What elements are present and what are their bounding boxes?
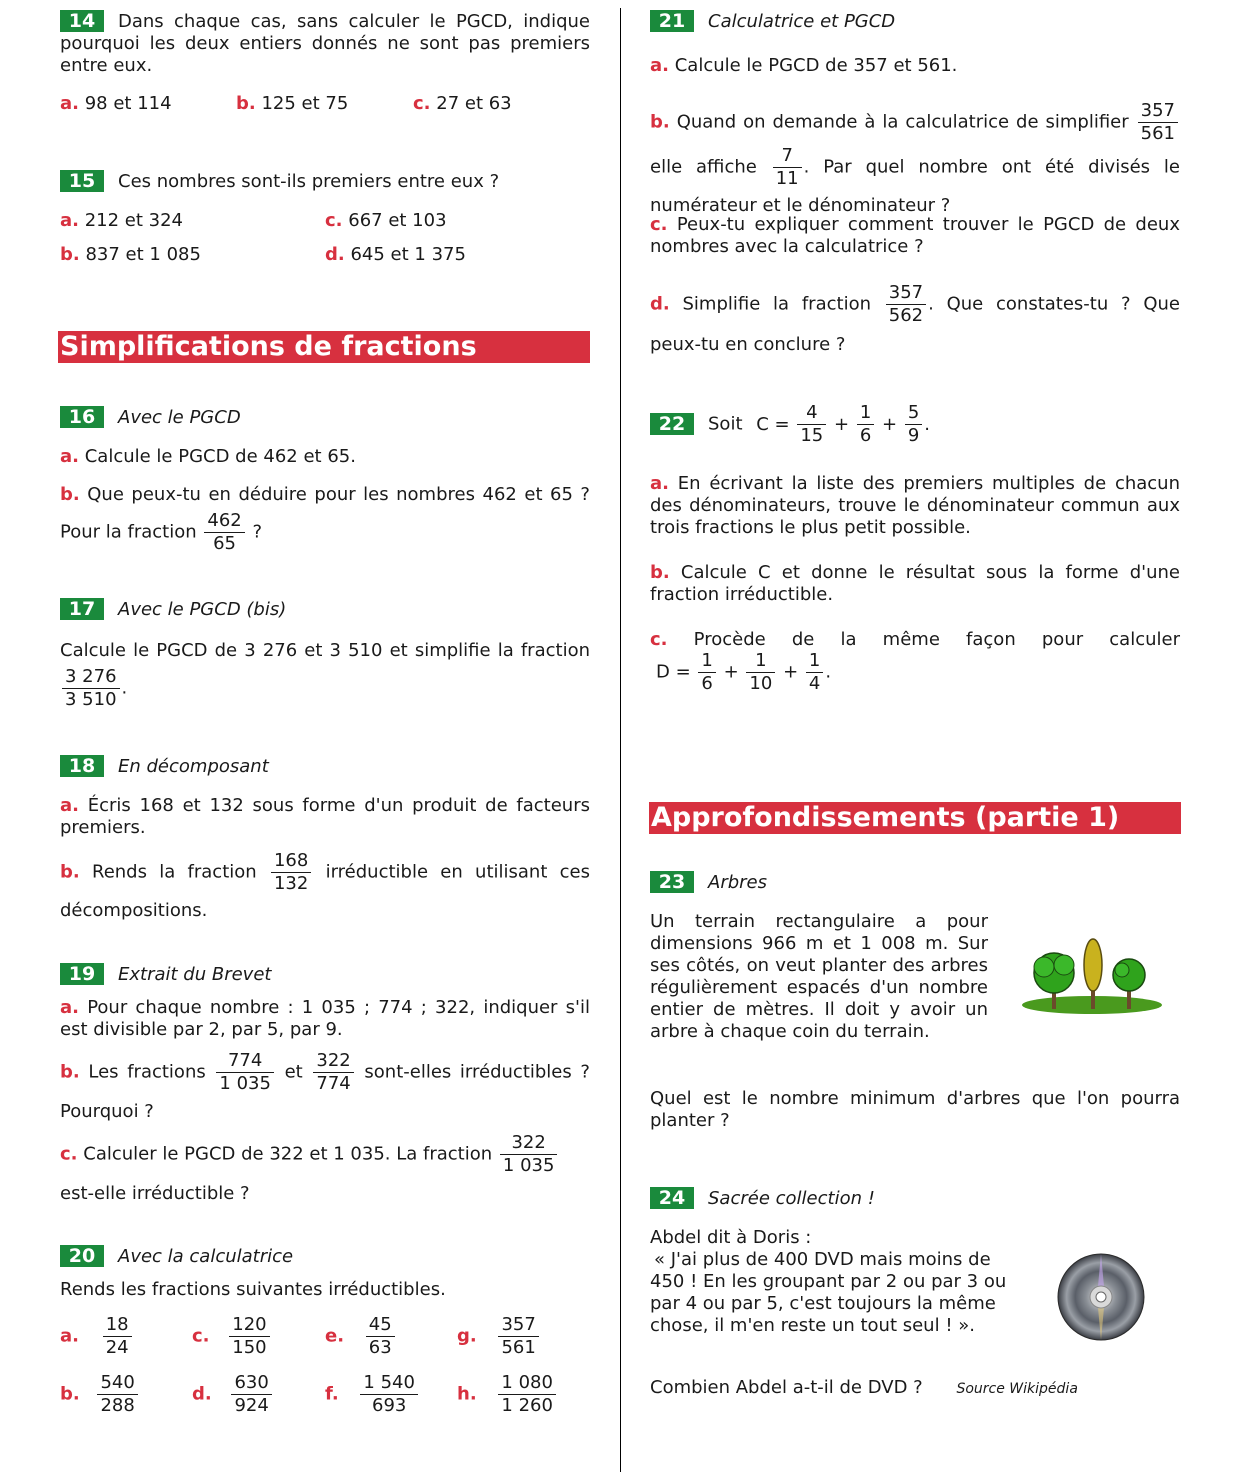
ex23-question: Quel est le nombre minimum d'arbres que l'on pourra planter ?: [650, 1088, 1180, 1131]
fraction: $\frac{630}{924}$: [231, 1372, 271, 1417]
exercise-21-heading: [650, 10, 895, 33]
exercise-18-heading: [60, 755, 269, 778]
exercise-number: 21: [650, 10, 694, 32]
fraction: $\frac{1}{6}$: [698, 650, 715, 695]
ex24-line1: Abdel dit à Doris :: [650, 1227, 812, 1248]
equation-d: D = $\frac{1}{6}$ + $\frac{1}{10}$ + $\frac{1}{4}$ .: [656, 650, 832, 694]
ex21-part-d: d. Simplifie la fraction $\frac{357}{562}$ . Que constates-tu ? Que peux-tu en conclure ?: [650, 282, 1180, 355]
fraction: $\frac{45}{63}$: [366, 1314, 395, 1359]
ex23-text: Un terrain rectangulaire a pour dimensions 966 m et 1 008 m. Sur ses côtés, on veut planter des arbres régulièrement espacés d'un nombre entier de mètres. Il doit y avoir un arbre à chaque coin du terrain.: [650, 911, 988, 1042]
ex15-item-d: d. 645 et 1 375: [325, 244, 466, 265]
ex15-item-b: b. 837 et 1 085: [60, 244, 201, 265]
exercise-number: 18: [60, 755, 104, 777]
exercise-20-heading: [60, 1245, 293, 1268]
exercise-number: 19: [60, 963, 104, 985]
fraction: $\frac{3 276}{3 510}$: [62, 666, 120, 711]
fraction: $\frac{322}{1 035}$: [500, 1132, 558, 1177]
fraction: $\frac{774}{1 035}$: [216, 1050, 274, 1095]
fraction: $\frac{1}{10}$: [746, 650, 775, 695]
exercise-16-heading: [60, 406, 241, 429]
ex21-part-c: c. Peux-tu expliquer comment trouver le PGCD de deux nombres avec la calculatrice ?: [650, 214, 1180, 257]
exercise-title: Arbres: [708, 872, 767, 893]
fraction: $\frac{5}{9}$: [905, 402, 922, 447]
exercise-text: Dans chaque cas, sans calculer le PGCD, indique pourquoi les deux entiers donnés ne sont pas premiers entre eux.: [60, 11, 590, 76]
fraction: $\frac{322}{774}$: [313, 1050, 353, 1095]
ex22-part-c: c. Procède de la même façon pour calculer: [650, 629, 1180, 650]
exercise-title: Avec le PGCD (bis): [118, 599, 287, 620]
ex14-item-a: a. 98 et 114: [60, 93, 172, 114]
exercise-17-heading: [60, 598, 286, 621]
section-banner: Approfondissements (partie 1): [649, 802, 1181, 834]
exercise-title: En décomposant: [118, 756, 269, 777]
ex21-part-b: b. Quand on demande à la calculatrice de simplifier $\frac{357}{561}$ elle affiche $\frac{7}{11}$ . Par quel nombre ont été divisés le numérateur et le dénominateur ?: [650, 100, 1180, 216]
ex17-text: Calcule le PGCD de 3 276 et 3 510 et simplifie la fraction $\frac{3 276}{3 510}$ .: [60, 640, 590, 710]
ex24-text: [650, 1227, 1030, 1337]
exercise-23-heading: [650, 871, 767, 894]
exercise-15: [60, 170, 590, 193]
ex19-part-b: b. Les fractions $\frac{774}{1 035}$ et $\frac{322}{774}$ sont-elles irréductibles ? Pourquoi ?: [60, 1050, 590, 1122]
exercise-19-heading: [60, 963, 271, 986]
ex20-text: Rends les fractions suivantes irréductibles.: [60, 1279, 446, 1300]
ex19-part-c: c. Calculer le PGCD de 322 et 1 035. La fraction $\frac{322}{1 035}$ est-elle irréductible ?: [60, 1132, 590, 1211]
ex22-part-a: a. En écrivant la liste des premiers multiples de chacun des dénominateurs, trouve le dénominateur commun aux trois fractions le plus petit possible.: [650, 473, 1180, 538]
dvd-icon: [1057, 1253, 1145, 1341]
exercise-number: 15: [60, 170, 104, 192]
fraction: $\frac{120}{150}$: [229, 1314, 269, 1359]
fraction: $\frac{357}{561}$: [498, 1314, 538, 1359]
ex20-item-b: b. $\frac{540}{288}$: [60, 1372, 140, 1417]
equation-c: C = $\frac{4}{15}$ + $\frac{1}{6}$ + $\frac{5}{9}$ .: [756, 402, 931, 446]
fraction: $\frac{1 540}{693}$: [360, 1372, 418, 1417]
fraction: $\frac{1 080}{1 260}$: [498, 1372, 556, 1417]
exercise-number: 20: [60, 1245, 104, 1267]
column-divider: [620, 8, 621, 1472]
exercise-number: 17: [60, 598, 104, 620]
exercise-text: Ces nombres sont-ils premiers entre eux ?: [118, 171, 500, 192]
ex24-question: Combien Abdel a-t-il de DVD ?: [650, 1377, 923, 1398]
fraction: $\frac{4}{15}$: [797, 402, 826, 447]
ex20-item-c: c. $\frac{120}{150}$: [192, 1314, 272, 1359]
fraction: $\frac{357}{561}$: [1138, 100, 1178, 145]
fraction: $\frac{1}{4}$: [806, 650, 823, 695]
exercise-title: Avec la calculatrice: [118, 1246, 294, 1267]
ex24-question-line: [650, 1377, 1078, 1398]
ex15-item-c: c. 667 et 103: [325, 210, 447, 231]
exercise-24-heading: [650, 1187, 875, 1210]
fraction: $\frac{168}{132}$: [271, 850, 311, 895]
ex16-part-b: b. Que peux-tu en déduire pour les nombres 462 et 65 ? Pour la fraction $\frac{462}{65}$ ?: [60, 484, 590, 554]
ex20-item-g: g. $\frac{357}{561}$: [457, 1314, 541, 1359]
image-source: Source Wikipédia: [956, 1381, 1078, 1397]
ex20-item-h: h. $\frac{1 080}{1 260}$: [457, 1372, 558, 1417]
section-banner: Simplifications de fractions: [58, 331, 590, 363]
exercise-number: 24: [650, 1187, 694, 1209]
ex20-item-e: e. $\frac{45}{63}$: [325, 1314, 397, 1359]
fraction: $\frac{357}{562}$: [886, 282, 926, 327]
ex20-item-f: f. $\frac{1 540}{693}$: [325, 1372, 420, 1417]
exercise-14: [60, 10, 590, 77]
ex24-quote: « J'ai plus de 400 DVD mais moins de 450 ! En les groupant par 2 ou par 3 ou par 4 ou par 5, c'est toujours la même chose, il m'en reste un tout seul ! ».: [650, 1249, 1007, 1336]
ex15-item-a: a. 212 et 324: [60, 210, 184, 231]
ex18-part-a: a. Écris 168 et 132 sous forme d'un produit de facteurs premiers.: [60, 795, 590, 838]
exercise-title: Calculatrice et PGCD: [708, 11, 896, 32]
exercise-title: Avec le PGCD: [118, 407, 241, 428]
ex16-part-a: a. Calcule le PGCD de 462 et 65.: [60, 446, 356, 467]
ex20-item-d: d. $\frac{630}{924}$: [192, 1372, 274, 1417]
exercise-number: 14: [60, 10, 104, 32]
fraction: $\frac{7}{11}$: [773, 145, 802, 190]
ex18-part-b: b. Rends la fraction $\frac{168}{132}$ irréductible en utilisant ces décompositions.: [60, 850, 590, 921]
fraction: $\frac{1}{6}$: [857, 402, 874, 447]
ex14-item-c: c. 27 et 63: [413, 93, 512, 114]
ex20-item-a: a. $\frac{18}{24}$: [60, 1314, 134, 1359]
ex21-part-a: a. Calcule le PGCD de 357 et 561.: [650, 55, 958, 76]
ex22-part-b: b. Calcule C et donne le résultat sous la forme d'une fraction irréductible.: [650, 562, 1180, 605]
fraction: $\frac{462}{65}$: [204, 510, 244, 555]
ex19-part-a: a. Pour chaque nombre : 1 035 ; 774 ; 322, indiquer s'il est divisible par 2, par 5, par 9.: [60, 997, 590, 1040]
fraction: $\frac{18}{24}$: [103, 1314, 132, 1359]
exercise-title: Sacrée collection !: [708, 1188, 875, 1209]
exercise-number: 22: [650, 413, 694, 435]
fraction: $\frac{540}{288}$: [97, 1372, 137, 1417]
trees-icon: [1022, 935, 1164, 1020]
ex14-item-b: b. 125 et 75: [236, 93, 349, 114]
exercise-22-heading: 22 Soit C = $\frac{4}{15}$ + $\frac{1}{6}$ + $\frac{5}{9}$ .: [650, 402, 930, 447]
exercise-title: Extrait du Brevet: [118, 964, 272, 985]
exercise-number: 16: [60, 406, 104, 428]
exercise-number: 23: [650, 871, 694, 893]
